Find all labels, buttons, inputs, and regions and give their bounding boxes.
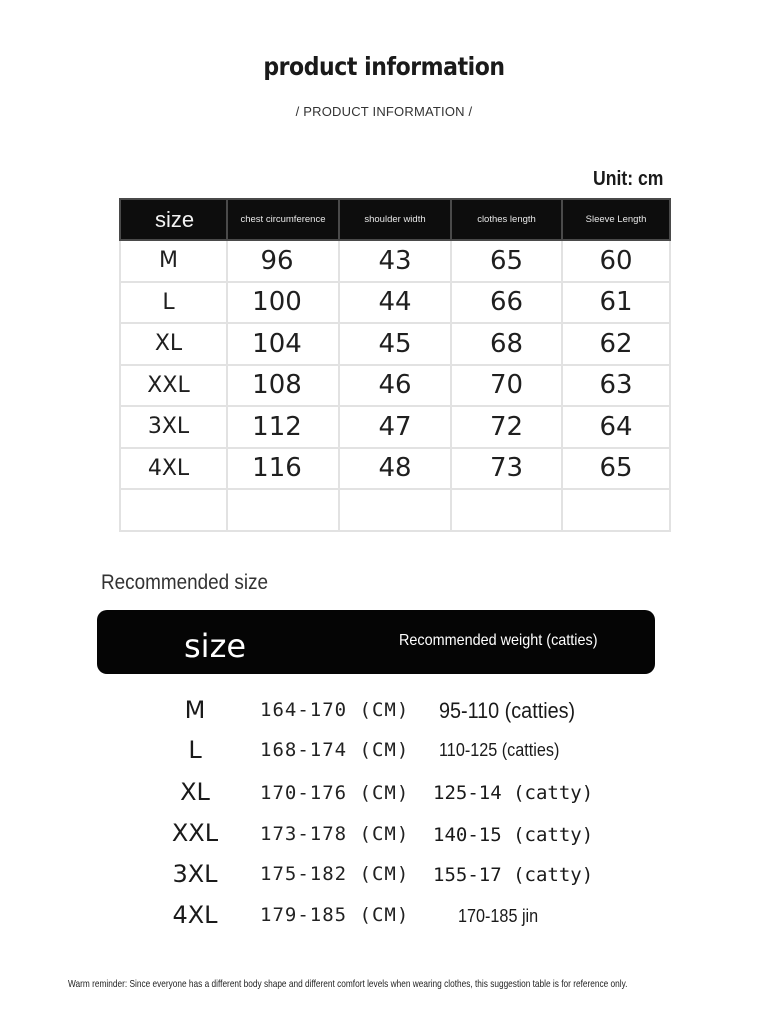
- recommended-weight: 140-15 (catty): [433, 824, 594, 846]
- table-row: [120, 406, 670, 448]
- table-row: [120, 240, 670, 282]
- table-row: [120, 365, 670, 407]
- sleeve-cell: 60: [562, 240, 670, 282]
- length-cell: 73: [451, 448, 562, 490]
- shoulder-cell: 47: [339, 406, 451, 448]
- length-cell: 70: [451, 365, 562, 407]
- table-row: [120, 323, 670, 365]
- size-cell: L: [120, 282, 227, 324]
- empty-table-row: [120, 489, 670, 531]
- warm-reminder-note: Warm reminder: Since everyone has a different body shape and different comfort levels when wearing clothes, this suggestion table is for reference only.: [68, 978, 628, 990]
- recommended-size: M: [184, 696, 206, 724]
- sleeve-cell: 61: [562, 282, 670, 324]
- recommended-height: 179-185 (CM): [260, 904, 410, 926]
- recommended-height: 173-178 (CM): [260, 823, 410, 845]
- recommended-size: XXL: [171, 819, 219, 847]
- recommended-height: 175-182 (CM): [260, 863, 410, 885]
- recommended-header-bar: [97, 610, 655, 674]
- recommended-size-heading: Recommended size: [101, 571, 269, 594]
- sleeve-cell: 63: [562, 365, 670, 407]
- empty-cell: [120, 489, 227, 531]
- recommended-bar-size-label: size: [184, 627, 247, 665]
- list-item: [0, 736, 768, 776]
- recommended-height: 170-176 (CM): [260, 782, 410, 804]
- size-cell: XXL: [120, 365, 227, 407]
- shoulder-cell: 46: [339, 365, 451, 407]
- length-cell: 68: [451, 323, 562, 365]
- size-cell: 4XL: [120, 448, 227, 490]
- size-cell: 3XL: [120, 406, 227, 448]
- header-chest: chest circumference: [227, 199, 339, 240]
- chest-cell: 116: [227, 448, 339, 490]
- size-chart-header-row: [120, 199, 670, 240]
- list-item: [0, 901, 768, 941]
- chest-cell: 112: [227, 406, 339, 448]
- recommended-height: 168-174 (CM): [260, 739, 410, 761]
- size-cell: XL: [120, 323, 227, 365]
- list-item: [0, 696, 768, 736]
- length-cell: 66: [451, 282, 562, 324]
- empty-cell: [562, 489, 670, 531]
- empty-cell: [227, 489, 339, 531]
- size-chart-table: [119, 198, 671, 532]
- list-item: [0, 778, 768, 818]
- header-shoulder: shoulder width: [339, 199, 451, 240]
- recommended-height: 164-170 (CM): [260, 699, 410, 721]
- chest-cell: 108: [227, 365, 339, 407]
- recommended-weight: 155-17 (catty): [433, 864, 594, 886]
- recommended-size: 4XL: [172, 901, 218, 929]
- chest-cell: 104: [227, 323, 339, 365]
- sleeve-cell: 64: [562, 406, 670, 448]
- list-item: [0, 860, 768, 900]
- shoulder-cell: 45: [339, 323, 451, 365]
- shoulder-cell: 43: [339, 240, 451, 282]
- recommended-weight: 170-185 jin: [458, 906, 539, 926]
- list-item: [0, 819, 768, 859]
- chest-cell: 96: [227, 240, 339, 282]
- table-row: [120, 282, 670, 324]
- shoulder-cell: 44: [339, 282, 451, 324]
- recommended-weight: 125-14 (catty): [433, 782, 594, 804]
- header-sleeve: Sleeve Length: [562, 199, 670, 240]
- table-row: [120, 448, 670, 490]
- chest-cell: 100: [227, 282, 339, 324]
- recommended-size: XL: [180, 778, 210, 806]
- length-cell: 72: [451, 406, 562, 448]
- recommended-bar-weight-label: Recommended weight (catties): [399, 632, 598, 649]
- header-length: clothes length: [451, 199, 562, 240]
- recommended-size: 3XL: [172, 860, 218, 888]
- page-subtitle: / PRODUCT INFORMATION /: [295, 104, 473, 119]
- unit-label: Unit: cm: [593, 168, 664, 190]
- recommended-weight: 95-110 (catties): [439, 698, 576, 723]
- recommended-size: L: [188, 736, 202, 764]
- length-cell: 65: [451, 240, 562, 282]
- empty-cell: [451, 489, 562, 531]
- header-size: size: [120, 199, 227, 240]
- empty-cell: [339, 489, 451, 531]
- sleeve-cell: 65: [562, 448, 670, 490]
- recommended-weight: 110-125 (catties): [439, 740, 560, 760]
- size-cell: M: [120, 240, 227, 282]
- sleeve-cell: 62: [562, 323, 670, 365]
- shoulder-cell: 48: [339, 448, 451, 490]
- page-title: product information: [263, 52, 505, 81]
